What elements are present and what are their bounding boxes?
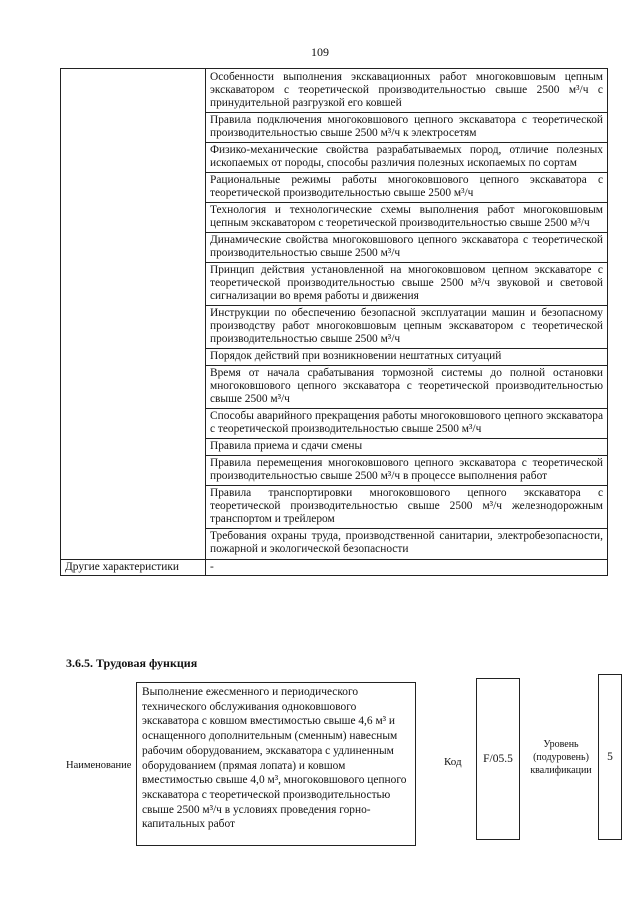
knowledge-item: Требования охраны труда, производственной санитарии, электробезопасности, пожарной и экологической безопасности xyxy=(210,530,603,555)
required-knowledge-table xyxy=(60,68,608,576)
function-name-label: Наименование xyxy=(66,760,132,771)
qualification-level-box: 5 xyxy=(598,674,622,840)
knowledge-item: Время от начала срабатывания тормозной системы до полной остановки многоковшового цепного экскаватора с теоретической производительностью свыше 2500 м³/ч xyxy=(206,366,607,409)
knowledge-item: Технология и технологические схемы выполнения работ многоковшовым цепным экскаватором с теоретической производительностью свыше 2500 м³/ч xyxy=(206,203,607,233)
other-characteristics-value: - xyxy=(206,560,608,576)
knowledge-item: Правила приема и сдачи смены xyxy=(206,439,607,456)
knowledge-label-cell xyxy=(61,69,206,560)
knowledge-item: Физико-механические свойства разрабатываемых пород, отличие полезных ископаемых от породы, способы различия полезных ископаемых по сортам xyxy=(206,143,607,173)
knowledge-item: Особенности выполнения экскавационных работ многоковшовым цепным экскаватором с теоретической производительностью свыше 2500 м³/ч с принудительной разгрузкой его ковшей xyxy=(206,70,607,113)
knowledge-item: Рациональные режимы работы многоковшового цепного экскаватора с теоретической производительностью свыше 2500 м³/ч xyxy=(206,173,607,203)
knowledge-row xyxy=(61,69,608,560)
code-label: Код xyxy=(444,756,462,768)
code-box: F/05.5 xyxy=(476,678,520,840)
knowledge-item: Правила транспортировки многоковшового цепного экскаватора с теоретической производительностью свыше 2500 м³/ч железнодорожным транспортом и трейлером xyxy=(206,486,607,529)
other-characteristics-label: Другие характеристики xyxy=(61,560,206,576)
other-characteristics-row xyxy=(61,560,608,576)
knowledge-item: Правила подключения многоковшового цепного экскаватора с теоретической производительностью свыше 2500 м³/ч к электросетям xyxy=(206,113,607,143)
knowledge-item: Инструкции по обеспечению безопасной эксплуатации машин и безопасному производству работ многоковшовым цепным экскаватором с теоретической производительностью свыше 2500 м³/ч xyxy=(206,306,607,349)
qualification-level-label: Уровень (подуровень) квалификации xyxy=(530,739,592,776)
page-number: 109 xyxy=(311,45,329,59)
knowledge-item: Правила перемещения многоковшового цепного экскаватора с теоретической производительностью свыше 2500 м³/ч в процессе выполнения работ xyxy=(206,456,607,486)
knowledge-list-cell xyxy=(206,69,608,560)
knowledge-item: Принцип действия установленной на многоковшовом цепном экскаваторе с теоретической производительностью свыше 2500 м³/ч звуковой и световой сигнализации во время работы и движения xyxy=(206,263,607,306)
section-title: 3.6.5. Трудовая функция xyxy=(66,656,198,670)
knowledge-item: Динамические свойства многоковшового цепного экскаватора с теоретической производительностью свыше 2500 м³/ч xyxy=(206,233,607,263)
knowledge-item: Способы аварийного прекращения работы многоковшового цепного экскаватора с теоретической производительностью свыше 2500 м³/ч xyxy=(206,409,607,439)
knowledge-item: Порядок действий при возникновении нештатных ситуаций xyxy=(206,349,607,366)
function-name-box: Выполнение ежесменного и периодического технического обслуживания одноковшового экскаватора с ковшом вместимостью свыше 4,6 м³ и оснащенного дополнительным (сменным) навесным рабочим оборудованием, экскаватора с удлиненным оборудованием (прямая лопата) и ковшом вместимостью свыше 4,0 м³, многоковшового цепного экскаватора с теоретической производительностью свыше 2500 м³/ч в условиях проведения горно-капитальных работ xyxy=(136,682,416,846)
